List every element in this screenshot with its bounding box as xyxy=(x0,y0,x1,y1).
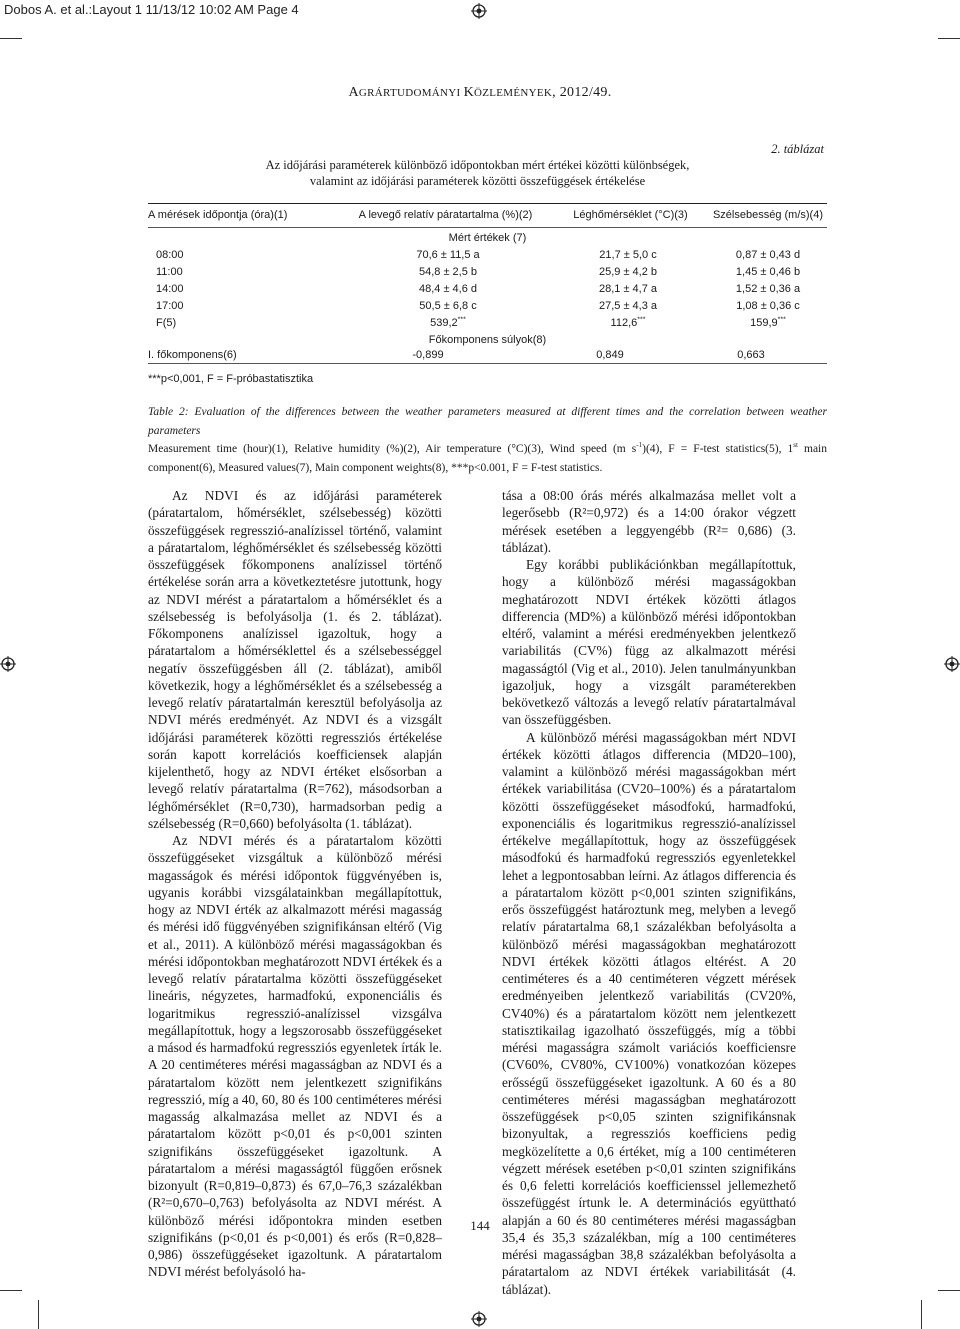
body-column-left xyxy=(148,487,442,1281)
group-label-measured: Mért értékek (7) xyxy=(448,232,527,244)
paragraph: Az NDVI és az időjárási paraméterek (páratartalom, hőmérséklet, szélsebesség) közötti összefüggések regresszió-analízissel történő, valamint a páratartalom, léghőmérséklet és szélsebesség közötti összefüggések főkomponens analízissel történő értékelése során arra a következtetésre jutottunk, hogy az NDVI mérést a páratartalom a hőmérséklet és a szélsebesség is befolyásolja (1. és 2. táblázat). Főkomponens analízissel igazoltuk, hogy a páratartalom a hőmérséklettel és a szélsebességgel negatív összefüggésben áll (2. táblázat), amiből következik, hogy a léghőmérséklet és a szélsebesség a levegő relatív páratartalmán keresztül befolyásolja az NDVI mérés eredményét. Az NDVI és a vizsgált időjárási paraméterek közötti regressziós értékelése során kapott korrelációs koefficiensek alapján kijelenthető, hogy az NDVI értéket elsősorban a levegő relatív páratartalma (R=762), másodsorban a léghőmérséklet (R=0,730), harmadsorban pedig a szélsebesség (R=0,660) befolyásolta (1. táblázat). xyxy=(148,488,442,831)
registration-mark-icon xyxy=(944,656,960,672)
crop-mark xyxy=(938,38,960,39)
table-row: 11:00 54,8 ± 2,5 b 25,9 ± 4,2 b 1,45 ± 0,46 b xyxy=(156,266,801,278)
table-footnote: ***p<0,001, F = F-próbastatisztika xyxy=(148,373,314,385)
registration-mark-icon xyxy=(471,3,487,19)
table-number: 2. táblázat xyxy=(771,142,824,156)
table-header-row xyxy=(148,209,827,225)
table-caption-english: Table 2: Evaluation of the differences between the weather parameters measured at different times and the correlation between weather parameters Measurement time (hour)(1), Relative humidity (%)(2), Air temperature (°C)(3), Wind speed (m $s^{-1})(4)$, F = F-test statistics(5), 1st main component(6), Measured values(7), Main component weights(8), ***p<0.001, F = F-test statistics. xyxy=(148,406,827,474)
table-title: Az időjárási paraméterek különböző időpontokban mért értékei közötti különbségek, valamint az időjárási paraméterek közötti összefüggések értékelése xyxy=(265,158,690,188)
column-header: Szélsebesség (m/s)(4) xyxy=(712,209,824,221)
crop-mark xyxy=(921,1300,922,1329)
paragraph: Az NDVI mérés és a páratartalom közötti összefüggéseket vizsgáltuk a különböző mérési magasságok és mérési időpontok függvényében is, ugyanis korábbi vizsgálatainkban megállapítottuk, hogy az NDVI érték az alkalmazott mérési magasság és mérési idő függvényében szignifikánsan eltérő (Vig et al., 2011). A különböző mérési magasságokban és mérési időpontokban meghatározott NDVI értékek és a levegő relatív páratartalma közötti összefüggéseket lineáris, négyzetes, harmadfokú, exponenciális és logaritmikus regresszió-analízissel vizsgálva megállapítottuk, hogy a legszorosabb összefüggéseket a másod és harmadfokú regressziós egyenletek írták le. A 20 centiméteres mérési magasságban az NDVI és a páratartalom között nem jelentkezett szignifikáns regresszió, míg a 40, 60, 80 és 100 centiméteres mérési magasság alkalmazása mellet az NDVI és a páratartalom között p<0,01 és p<0,001 szinten szignifikáns összefüggéseket igazoltunk. A páratartalom a mérési magasságtól függően erősnek bizonyult (R=0,819–0,873) és 67,0–76,3 százalékban (R²=0,670–0,763) befolyásolta az NDVI mérést. A különböző mérési időpontokra minden esetben szignifikáns (p<0,01 és p<0,001) és erős (R=0,828– 0,986) összefüggéseket igazoltunk. A páratartalom NDVI mérést befolyásoló ha- xyxy=(148,833,442,1280)
group-label-weights: Főkomponens súlyok(8) xyxy=(428,334,547,346)
journal-running-head: AGRÁRTUDOMÁNYI KÖZLEMÉNYEK, 2012/49. xyxy=(348,85,612,100)
crop-mark xyxy=(0,1290,22,1291)
table-rule-header xyxy=(148,227,827,228)
print-slug: Dobos A. et al.:Layout 1 11/13/12 10:02 AM Page 4 xyxy=(4,2,299,17)
crop-mark xyxy=(938,1290,960,1291)
registration-mark-icon xyxy=(0,656,16,672)
crop-mark xyxy=(38,1300,39,1329)
column-header: A mérések időpontja (óra)(1) xyxy=(148,209,288,221)
registration-mark-icon xyxy=(471,1311,487,1327)
table-rule-top xyxy=(148,203,827,204)
column-header: A levegő relatív páratartalma (%)(2) xyxy=(358,209,533,221)
table-row-f-test: F(5) 539,2*** 112,6*** 159,9*** xyxy=(156,316,786,329)
table-row: 17:00 50,5 ± 6,8 c 27,5 ± 4,3 a 1,08 ± 0,36 c xyxy=(156,300,800,312)
table-row-principal-component: I. főkomponens(6) -0,899 0,849 0,663 xyxy=(148,349,765,361)
column-header: Léghőmérséklet (°C)(3) xyxy=(573,209,688,221)
paragraph: A különböző mérési magasságokban mért NDVI értékek közötti átlagos differencia (MD20–100), valamint a különböző mérési magasságokban mért értékek variabilitása (CV20–100%) és a páratartalom közötti összefüggéseket másodfokú, harmadfokú, exponenciális és logaritmikus regresszió-analízissel értékelve megállapítottuk, hogy az összefüggések másodfokú és harmadfokú regressziós egyenletekkel lehet a legpontosabban leírni. Az átlagos differencia és a páratartalom között p<0,001 szinten szignifikáns, erős összefüggést határoztunk meg, melyben a levegő relatív páratartalma 68,1 százalékban befolyásolta a különböző mérési magasságokban meghatározott NDVI értékek közötti átlagos eltérést. A 20 centiméteres és a 40 centiméteren végzett mérések eredményeiben jelentkező variabilitás (CV20%, CV40%) és a páratartalom között nem jelentkezett statisztikailag igazolható összefüggés, míg a többi mérési magasságra számolt variációs koefficiensre (CV60%, CV80%, CV100%) vonatkozóan közepes erősségű összefüggéseket igazoltunk. A 60 és a 80 centiméteres mérési magasságban meghatározott összefüggések p<0,05 szinten szignifikánsnak bizonyultak, a regressziós koefficiens pedig megközelítette a 0,6 értéket, míg a 100 centiméteren végzett mérések esetében p<0,01 szinten szignifikáns és 0,6 feletti korrelációs koefficienssel jellemezhető összefüggést írtunk le. A determinációs együttható alapján a 60 és 80 centiméteres mérési magasságban 35,4 és 35,3 százalékban, míg a 100 centiméteres mérési magasságban 38,8 százalékban befolyásolta a páratartalom az NDVI értékek variabilitását (4. táblázat). xyxy=(502,729,796,1297)
page-number: 144 xyxy=(470,1218,490,1233)
paragraph: Egy korábbi publikációnkban megállapítottuk, hogy a különböző mérési magasságokban meghatározott NDVI értékek közötti átlagos differencia (MD%) a különböző mérési időpontokban eltérő, valamint a mérési eredményekben jelentkező variabilitás (CV%) függ az alkalmazott mérési magasságtól (Vig et al., 2010). Jelen tanulmányunkban igazoljuk, hogy a vizsgált paraméterekben bekövetkező változás a levegő relatív páratartalmával van összefüggésben. xyxy=(502,557,796,728)
crop-mark xyxy=(0,38,22,39)
paragraph: tása a 08:00 órás mérés alkalmazása mellet volt a legerősebb (R²=0,972) és a 14:00 órakor végzett mérések esetében a leggyengébb (R²= 0,686) (3. táblázat). xyxy=(502,488,796,555)
body-column-right xyxy=(502,487,796,1298)
table-row: 14:00 48,4 ± 4,6 d 28,1 ± 4,7 a 1,52 ± 0,36 a xyxy=(156,283,801,295)
table-row: 08:00 70,6 ± 11,5 a 21,7 ± 5,0 c 0,87 ± 0,43 d xyxy=(156,249,801,261)
